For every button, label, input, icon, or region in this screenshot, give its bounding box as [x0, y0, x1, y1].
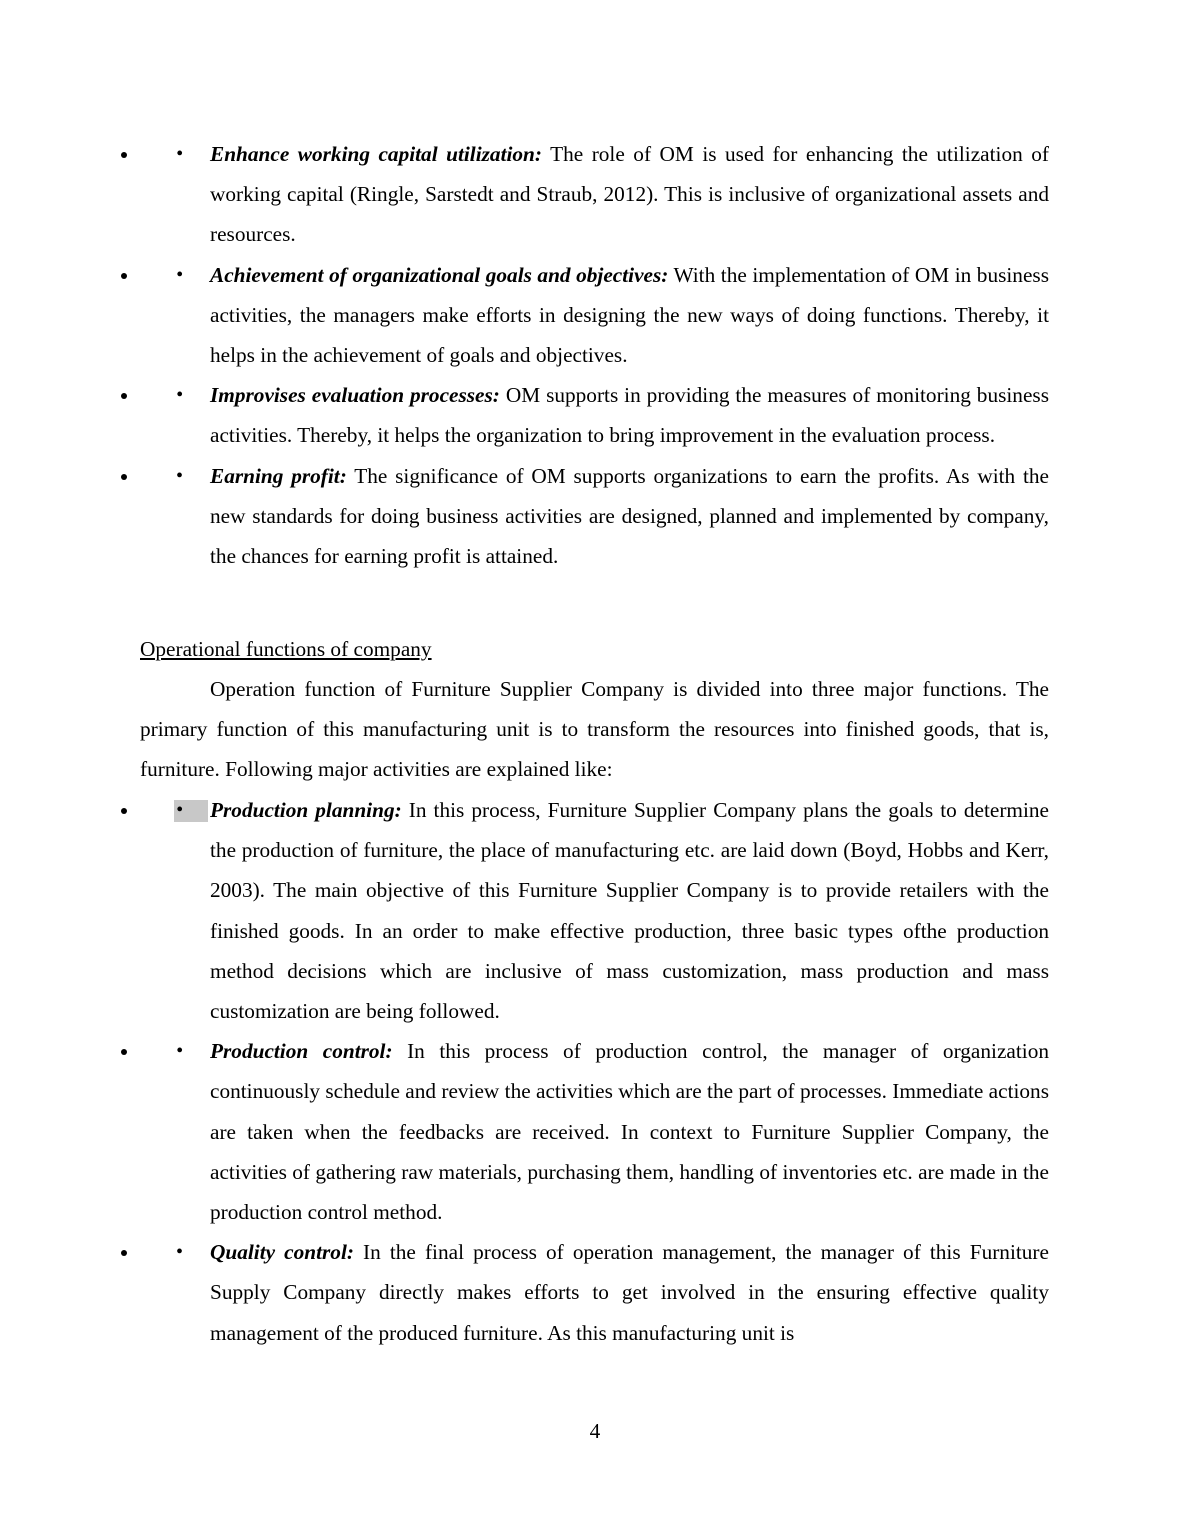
- list-item: [140, 790, 1049, 1031]
- item-term: Enhance working capital utilization:: [210, 142, 542, 166]
- bullet-icon: • •: [176, 1241, 184, 1264]
- list-item: [140, 375, 1049, 455]
- item-text: The significance of OM supports organizations to earn the profits. As with the new standards for doing business activities are designed, planned and implemented by company, the chances for earning profit is attained.: [210, 463, 1050, 569]
- benefits-list: [140, 134, 1049, 576]
- item-term: Improvises evaluation processes:: [210, 383, 500, 408]
- list-item: [140, 134, 1049, 255]
- intro-paragraph: Operation function of Furniture Supplier Company is divided into three major functions. The primary function of this manufacturing unit is to transform the resources into finished goods, that is, furniture. Following major activities are explained like:: [140, 677, 1049, 782]
- section-heading: Operational functions of company: [140, 637, 432, 661]
- item-term: Quality control:: [210, 1240, 354, 1265]
- list-item: [140, 1232, 1049, 1353]
- bullet-icon: • •: [176, 464, 184, 487]
- item-text: In the final process of operation management, the manager of this Furniture Supply Company directly makes efforts to get involved in the ensuring effective quality management of the produced furniture. As this manufacturing unit is: [210, 1240, 1049, 1345]
- item-text: In this process of production control, the manager of organization continuously schedule and review the activities which are the part of processes. Immediate actions are taken when the feedbacks are received. In context to Furniture Supplier Company, the activities of gathering raw materials, purchasing them, handling of inventories etc. are made in the production control method.: [210, 1039, 1049, 1225]
- item-text: OM supports in providing the measures of monitoring business activities. Thereby, it helps the organization to bring improvement in the evaluation process.: [210, 383, 1049, 448]
- item-text: The role of OM is used for enhancing the utilization of working capital (Ringle, Sarstedt and Straub, 2012). This is inclusive of organizational assets and resources.: [210, 142, 1049, 247]
- page-number: 4: [589, 1419, 601, 1443]
- list-item: [140, 1031, 1049, 1232]
- bullet-icon: • •: [176, 263, 184, 286]
- item-text: With the implementation of OM in business activities, the managers make efforts in designing the new ways of doing functions. Thereby, it helps in the achievement of goals and objectives.: [210, 262, 1049, 368]
- bullet-icon: • •: [176, 1040, 184, 1063]
- bullet-icon: • •: [176, 143, 184, 165]
- item-term: Earning profit:: [210, 463, 347, 488]
- item-term: Production planning:: [210, 798, 402, 822]
- bullet-icon: • •: [176, 384, 184, 407]
- item-term: Achievement of organizational goals and objectives:: [210, 262, 669, 287]
- list-item: [140, 255, 1049, 376]
- list-item: [140, 456, 1049, 577]
- activities-list: [140, 790, 1049, 1353]
- item-term: Production control:: [210, 1039, 393, 1064]
- bullet-icon: • •: [174, 790, 210, 830]
- item-text: In this process, Furniture Supplier Company plans the goals to determine the production of furniture, the place of manufacturing etc. are laid down (Boyd, Hobbs and Kerr, 2003). The main objective of this Furniture Supplier Company is to provide retailers with the finished goods. In an order to make effective production, three basic types ofthe production method decisions which are inclusive of mass customization, mass production and mass customization are being followed.: [210, 798, 1049, 1024]
